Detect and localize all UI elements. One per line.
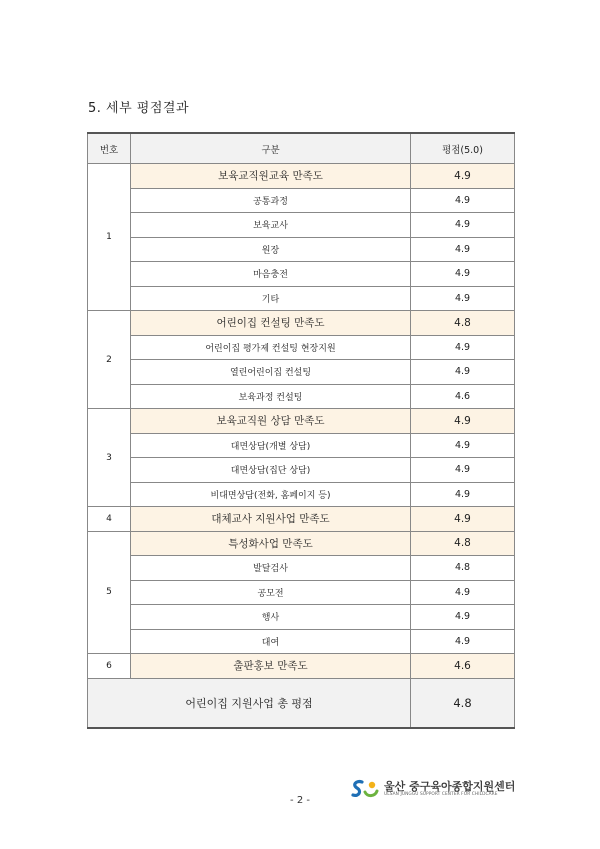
item-score: 4.8 bbox=[411, 556, 515, 581]
header-score: 평점(5.0) bbox=[411, 133, 515, 164]
table-row bbox=[88, 654, 515, 679]
evaluation-table bbox=[87, 132, 515, 729]
logo-name-english: ULSAN JUNGGU SUPPORT CENTER FOR CHILDCARE bbox=[384, 792, 498, 797]
table-row bbox=[88, 433, 515, 458]
group-number: 3 bbox=[88, 409, 131, 507]
table-row bbox=[88, 556, 515, 581]
item-name: 대면상담(개별 상담) bbox=[131, 433, 411, 458]
page-number: - 2 - bbox=[290, 795, 310, 806]
item-score: 4.9 bbox=[411, 580, 515, 605]
category-title: 출판홍보 만족도 bbox=[131, 654, 411, 679]
total-row bbox=[88, 678, 515, 728]
group-number: 6 bbox=[88, 654, 131, 679]
item-score: 4.9 bbox=[411, 335, 515, 360]
category-score: 4.8 bbox=[411, 311, 515, 336]
category-title: 특성화사업 만족도 bbox=[131, 531, 411, 556]
category-score: 4.9 bbox=[411, 409, 515, 434]
category-title: 어린이집 컨설팅 만족도 bbox=[131, 311, 411, 336]
item-score: 4.9 bbox=[411, 482, 515, 507]
category-score: 4.9 bbox=[411, 507, 515, 532]
item-name: 보육과정 컨설팅 bbox=[131, 384, 411, 409]
item-name: 공통과정 bbox=[131, 188, 411, 213]
item-score: 4.9 bbox=[411, 433, 515, 458]
logo-name-korean: 울산 중구육아종합지원센터 bbox=[384, 780, 516, 793]
group-number: 4 bbox=[88, 507, 131, 532]
item-score: 4.9 bbox=[411, 458, 515, 483]
total-score: 4.8 bbox=[411, 678, 515, 728]
item-name: 발달검사 bbox=[131, 556, 411, 581]
item-score: 4.6 bbox=[411, 384, 515, 409]
group-number: 2 bbox=[88, 311, 131, 409]
table-row bbox=[88, 335, 515, 360]
table-row bbox=[88, 580, 515, 605]
table-body bbox=[88, 164, 515, 728]
table-row bbox=[88, 629, 515, 654]
table-row bbox=[88, 384, 515, 409]
item-name: 원장 bbox=[131, 237, 411, 262]
item-name: 공모전 bbox=[131, 580, 411, 605]
item-name: 대면상담(집단 상담) bbox=[131, 458, 411, 483]
table-row bbox=[88, 262, 515, 287]
table-row bbox=[88, 409, 515, 434]
item-score: 4.9 bbox=[411, 360, 515, 385]
item-score: 4.9 bbox=[411, 286, 515, 311]
item-name: 비대면상담(전화, 홈페이지 등) bbox=[131, 482, 411, 507]
item-score: 4.9 bbox=[411, 213, 515, 238]
table-row bbox=[88, 188, 515, 213]
total-label: 어린이집 지원사업 총 평점 bbox=[88, 678, 411, 728]
category-score: 4.6 bbox=[411, 654, 515, 679]
table-row bbox=[88, 213, 515, 238]
table-row bbox=[88, 164, 515, 189]
table-row bbox=[88, 531, 515, 556]
item-score: 4.9 bbox=[411, 237, 515, 262]
group-number: 5 bbox=[88, 531, 131, 654]
category-title: 보육교직원교육 만족도 bbox=[131, 164, 411, 189]
table-row bbox=[88, 605, 515, 630]
table-row bbox=[88, 458, 515, 483]
category-score: 4.9 bbox=[411, 164, 515, 189]
category-title: 보육교직원 상담 만족도 bbox=[131, 409, 411, 434]
item-score: 4.9 bbox=[411, 188, 515, 213]
item-score: 4.9 bbox=[411, 262, 515, 287]
table-row bbox=[88, 237, 515, 262]
item-name: 마음충전 bbox=[131, 262, 411, 287]
header-no: 번호 bbox=[88, 133, 131, 164]
table-row bbox=[88, 311, 515, 336]
table-row bbox=[88, 507, 515, 532]
item-name: 대여 bbox=[131, 629, 411, 654]
group-number: 1 bbox=[88, 164, 131, 311]
section-title: 5. 세부 평점결과 bbox=[88, 101, 190, 116]
table-row bbox=[88, 286, 515, 311]
category-title: 대체교사 지원사업 만족도 bbox=[131, 507, 411, 532]
item-name: 어린이집 평가제 컨설팅 현장지원 bbox=[131, 335, 411, 360]
item-name: 보육교사 bbox=[131, 213, 411, 238]
item-score: 4.9 bbox=[411, 605, 515, 630]
category-score: 4.8 bbox=[411, 531, 515, 556]
item-name: 열린어린이집 컨설팅 bbox=[131, 360, 411, 385]
item-name: 기타 bbox=[131, 286, 411, 311]
table-row bbox=[88, 360, 515, 385]
table-row bbox=[88, 482, 515, 507]
item-name: 행사 bbox=[131, 605, 411, 630]
header-category: 구분 bbox=[131, 133, 411, 164]
item-score: 4.9 bbox=[411, 629, 515, 654]
